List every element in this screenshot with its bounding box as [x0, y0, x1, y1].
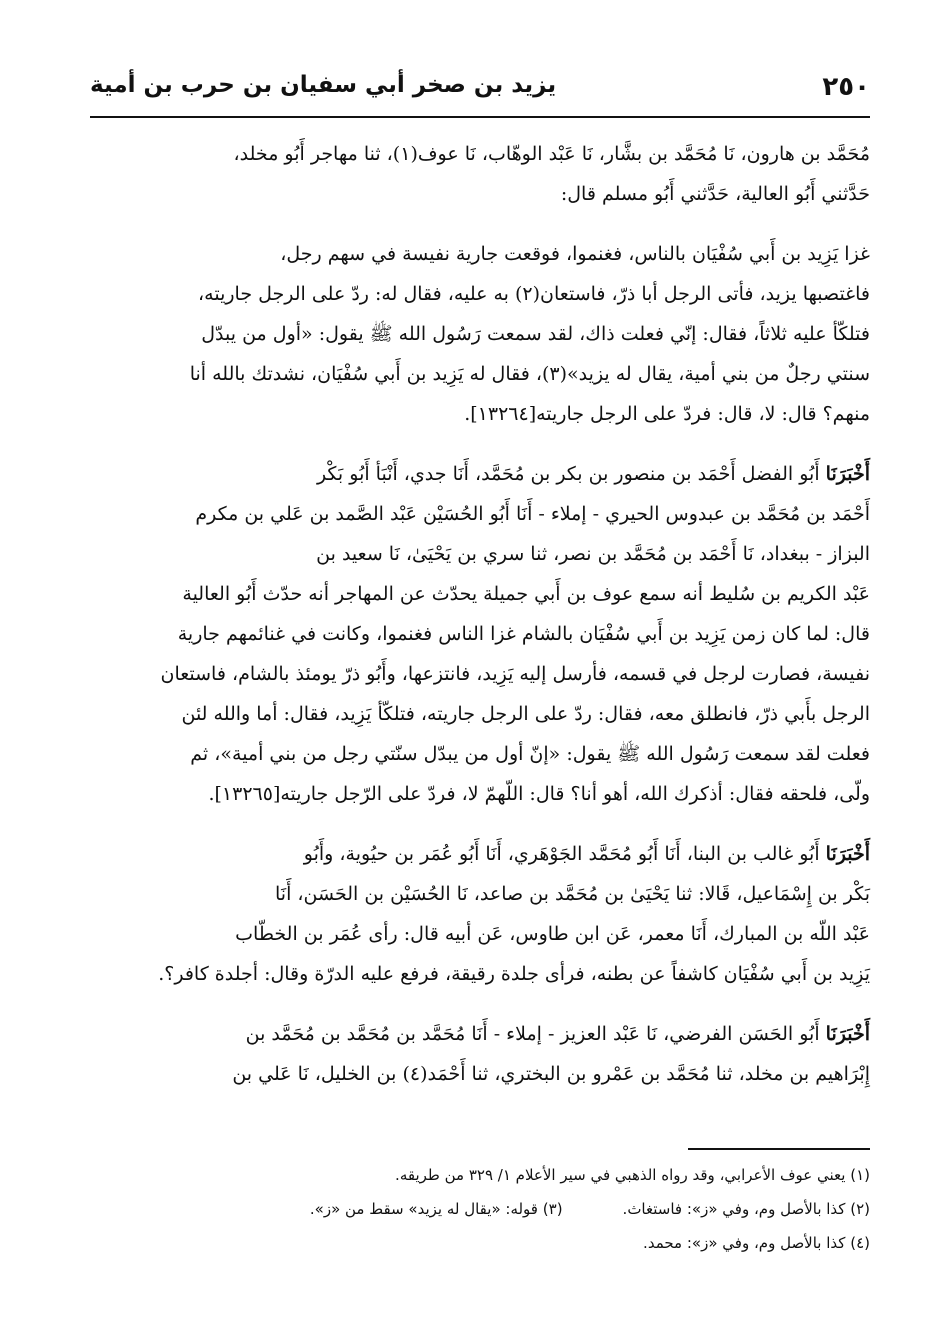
text-line: قال: لما كان زمن يَزِيد بن أَبي سُفْيَان بالشام غزا الناس فغنموا، وكانت في غنائمهم جارية [177, 623, 870, 645]
page-number: ٢٥٠ [822, 72, 870, 102]
text-line: حَدَّثني أَبُو العالية، حَدَّثني أَبُو مسلم قال: [560, 183, 870, 205]
text-segment: أَبُو الحَسَن الفرضي، نَا عَبْد العزيز - إملاء - أَنَا مُحَمَّد بن مُحَمَّد بن مُحَمَّد بن [245, 1023, 820, 1045]
paragraph-lead-word: أَخْبَرَنَا [825, 843, 870, 865]
main-text [90, 134, 870, 1114]
text-line: عَبْد اللّه بن المبارك، أَنَا معمر، عَن ابن طاوس، عَن أبيه قال: رأى عُمَر بن الخطّاب [235, 923, 870, 945]
paragraph-2 [90, 234, 870, 434]
running-title: يزيد بن صخر أبي سفيان بن حرب بن أمية [90, 72, 557, 98]
text-line: بَكْر بن إِسْمَاعيل، قَالا: ثنا يَحْيَىٰ بن مُحَمَّد بن صاعد، نَا الحُسَيْن بن الحَسَن، أَنَا [275, 883, 870, 905]
footnote-text: كذا بالأصل وم، وفي «ز»: محمد. [643, 1234, 846, 1252]
footnote-1 [395, 1158, 870, 1192]
footnote-4 [643, 1226, 870, 1260]
text-line [90, 454, 870, 494]
page-header [90, 68, 870, 112]
text-line: البزاز - ببغداد، نَا أَحْمَد بن مُحَمَّد بن نصر، ثنا سري بن يَحْيَىٰ، نَا سعيد بن [316, 543, 870, 565]
text-line: فعلت لقد سمعت رَسُول الله ﷺ يقول: «إنّ أول من يبدّل سنّتي رجل من بني أمية»، ثم [190, 743, 870, 765]
text-line: سنتي رجلٌ من بني أمية، يقال له يزيد»(٣)، فقال له يَزِيد بن أَبي سُفْيَان، نشدتك بالله أنا [189, 363, 870, 385]
paragraph-5 [90, 1014, 870, 1094]
footnote-number: (٤) [850, 1234, 870, 1252]
text-line: منهم؟ قال: لا، قال: فردّ على الرجل جاريته[١٣٢٦٤]. [464, 403, 870, 425]
paragraph-lead-word: أَخْبَرَنَا [825, 1023, 870, 1045]
text-line: أَحْمَد بن مُحَمَّد بن عبدوس الحيري - إملاء - أَنَا أَبُو الحُسَيْن عَبْد الصَّمد بن عَلي بن مكرم [195, 503, 870, 525]
footnote-row [90, 1226, 870, 1260]
text-line [90, 834, 870, 874]
footnote-text: كذا بالأصل وم، وفي «ز»: فاستغاث. [622, 1200, 846, 1218]
text-line: ولّى، فلحقه فقال: أذكرك الله، أهو أنا؟ قال: اللّهمّ لا، فردّ على الرّجل جاريته[١٣٢٦٥]. [208, 783, 870, 805]
text-line: مُحَمَّد بن هارون، نَا مُحَمَّد بن بشَّار، نَا عَبْد الوهّاب، نَا عوف(١)، ثنا مهاجر أَبُو مخلد، [233, 143, 870, 165]
text-line [90, 1014, 870, 1054]
text-line: عَبْد الكريم بن سُليط أنه سمع عوف بن أَبي جميلة يحدّث عن المهاجر أنه حدّث أَبُو العالية [182, 583, 870, 605]
footnote-3 [310, 1192, 563, 1226]
footnotes [90, 1158, 870, 1260]
text-line: يَزِيد بن أَبي سُفْيَان كاشفاً عن بطنه، فرأى جلدة رقيقة، فرفع عليه الدرّة وقال: أجلدة كافر؟. [158, 963, 870, 985]
text-line: غزا يَزِيد بن أَبي سُفْيَان بالناس، فغنموا، فوقعت جارية نفيسة في سهم رجل، [280, 243, 870, 265]
text-segment: أَبُو غالب بن البنا، أَنَا أَبُو مُحَمَّد الجَوْهَري، أَنَا أَبُو عُمَر بن حيُوية، وأَبُو [303, 843, 820, 865]
text-line: نفيسة، فصارت لرجل في قسمه، فأرسل إليه يَزِيد، فانتزعها، وأَبُو ذرّ يومئذ بالشام، فاستعان [160, 663, 870, 685]
footnote-2 [623, 1192, 870, 1226]
footnote-row [90, 1192, 870, 1226]
footnote-number: (١) [850, 1166, 870, 1184]
header-rule [90, 116, 870, 118]
text-line: الرجل بأَبي ذرّ، فانطلق معه، فقال: ردّ على الرجل جاريته، فتلكّأ يَزِيد، فقال: أما والله لئن [181, 703, 870, 725]
footnote-number: (٣) [542, 1200, 563, 1218]
paragraph-1 [90, 134, 870, 214]
footnote-text: قوله: «يقال له يزيد» سقط من «ز». [309, 1200, 538, 1218]
paragraph-3 [90, 454, 870, 814]
paragraph-4 [90, 834, 870, 994]
text-line: فتلكّأ عليه ثلاثاً، فقال: إنّي فعلت ذاك، لقد سمعت رَسُول الله ﷺ يقول: «أول من يبدّل [201, 323, 870, 345]
text-line: إِبْرَاهيم بن مخلد، ثنا مُحَمَّد بن عَمْرو بن البختري، ثنا أَحْمَد(٤) بن الخليل، نَا عَلي بن [232, 1063, 870, 1085]
text-segment: أَبُو الفضل أَحْمَد بن منصور بن بكر بن مُحَمَّد، أَنَا جدي، أَنْبَأ أَبُو بَكْر [316, 463, 820, 485]
paragraph-lead-word: أَخْبَرَنَا [825, 463, 870, 485]
footnote-number: (٢) [850, 1200, 870, 1218]
footnote-text: يعني عوف الأعرابي، وقد رواه الذهبي في سير الأعلام ١/ ٣٢٩ من طريقه. [395, 1166, 846, 1184]
footnote-rule [688, 1148, 870, 1150]
text-line: فاغتصبها يزيد، فأتى الرجل أبا ذرّ، فاستعان(٢) به عليه، فقال له: ردّ على الرجل جاريته، [198, 283, 870, 305]
footnote-row [90, 1158, 870, 1192]
